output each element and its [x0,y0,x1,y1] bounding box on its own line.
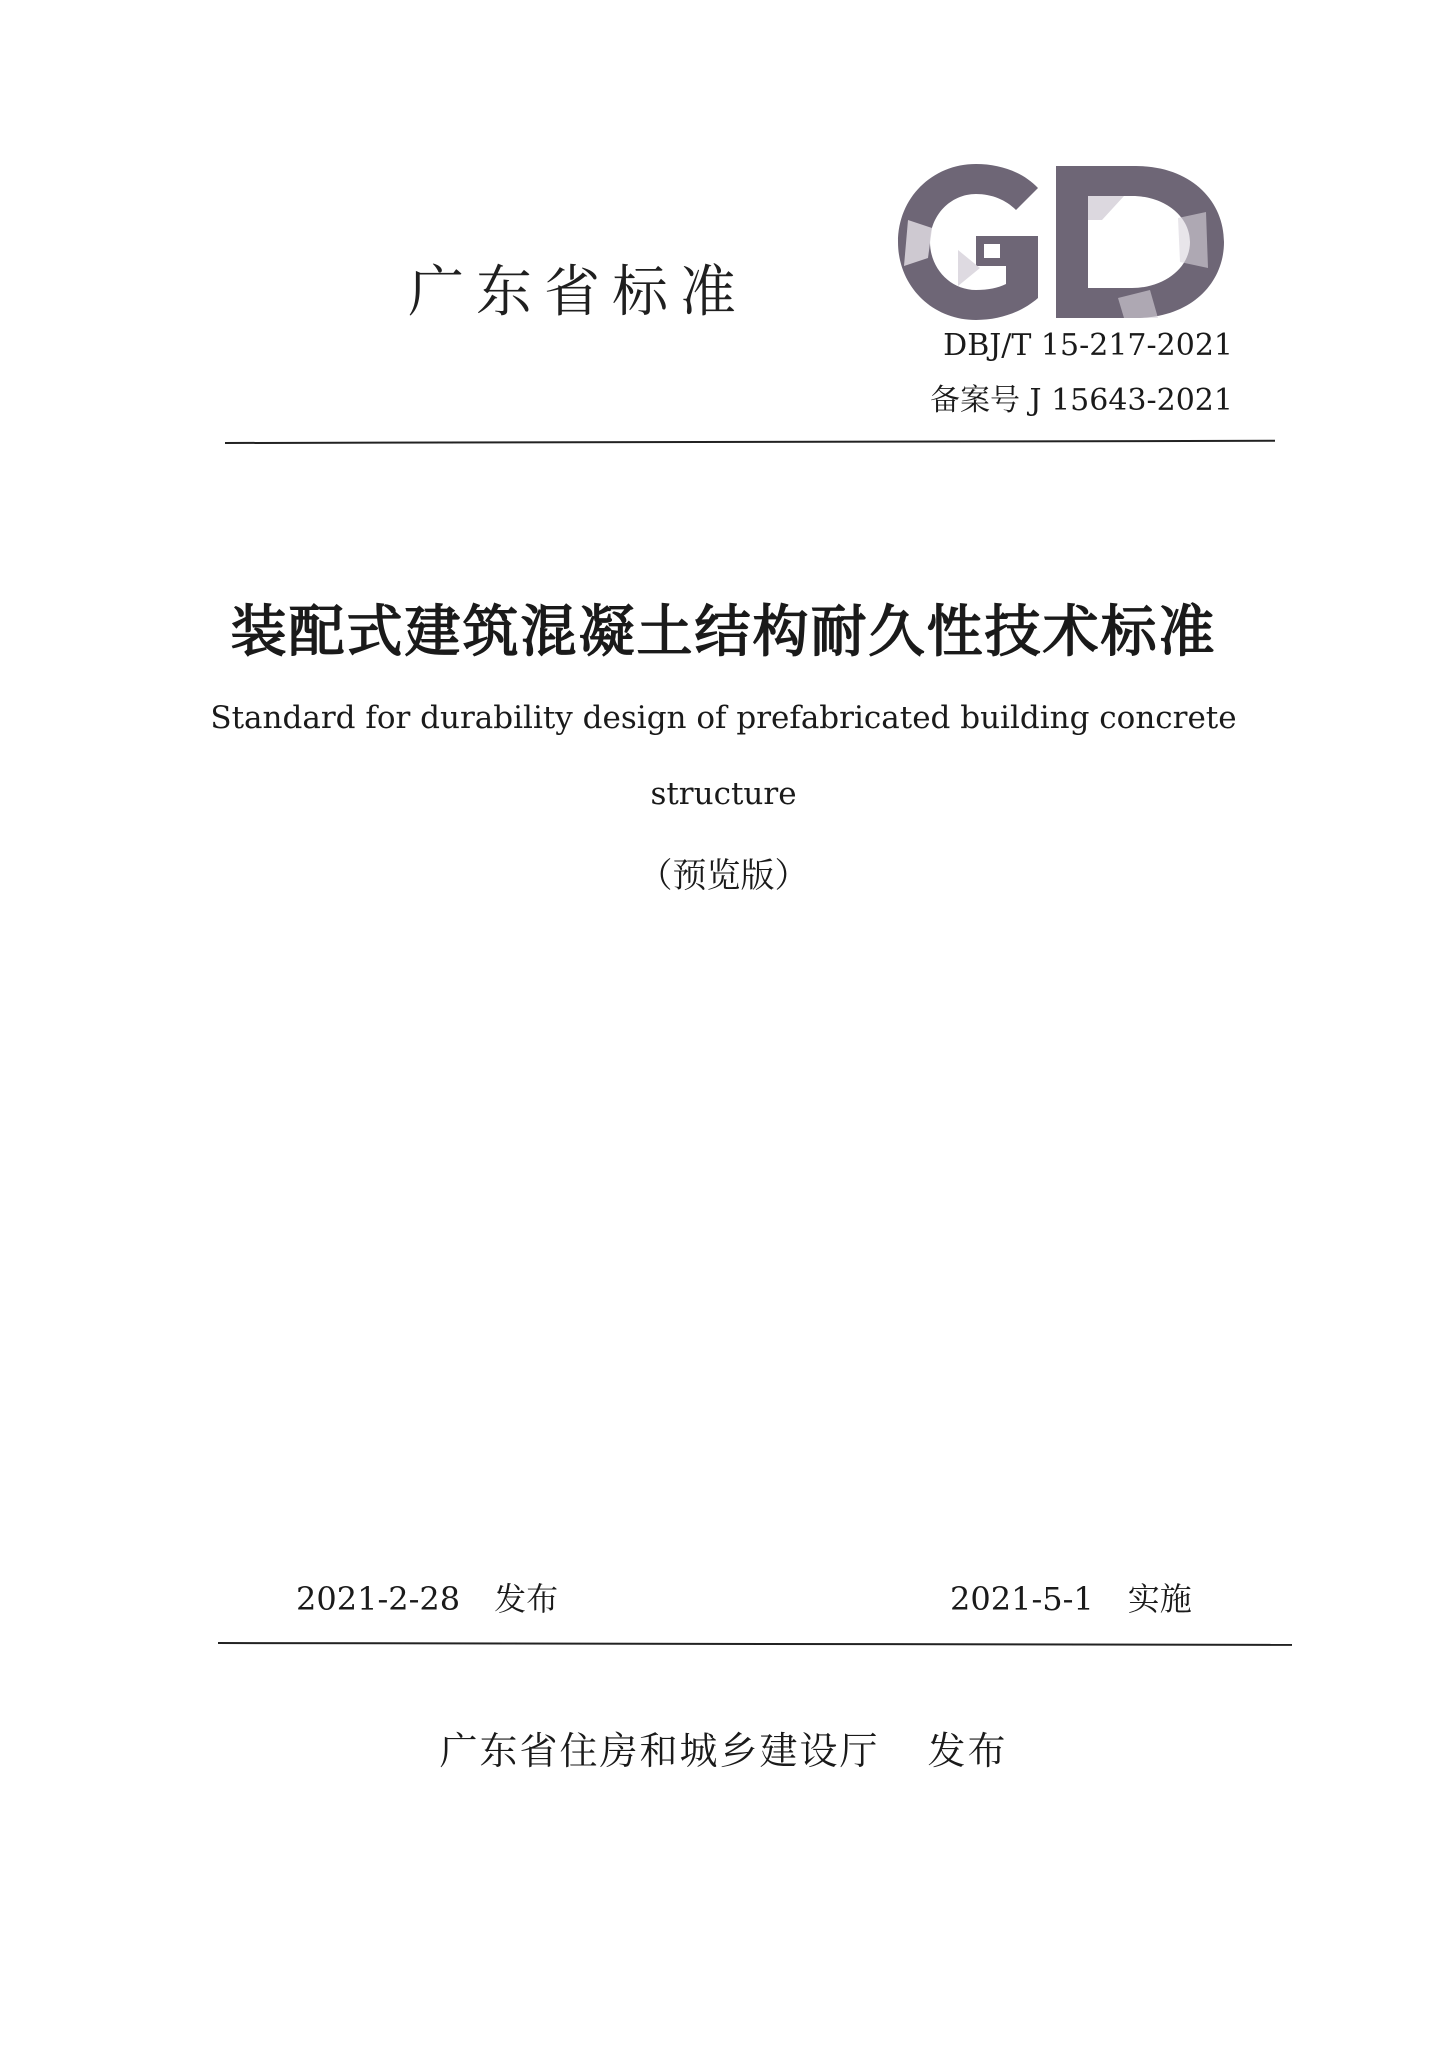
publish-date: 2021-2-28 [296,1580,461,1618]
title-english-line1: Standard for durability design of prefabricated building concrete [210,700,1237,736]
logo-letter-g [898,164,1038,320]
implement-label: 实施 [1127,1580,1192,1618]
implement-date: 2021-5-1 [950,1580,1094,1618]
record-number: 备案号 J 15643-2021 [929,383,1233,418]
edition-label: （预览版） [638,856,809,896]
title-english-line2: structure [650,776,797,812]
publisher-line [0,1720,1447,1775]
title-chinese: 装配式建筑混凝土结构耐久性技术标准 [230,599,1217,665]
publish-date-line [296,1574,558,1620]
standard-code: DBJ/T 15-217-2021 [943,328,1233,363]
bottom-divider [218,1642,1292,1646]
top-divider [225,440,1275,444]
implement-date-line [950,1574,1192,1620]
publisher-action: 发布 [927,1729,1008,1773]
publisher-name: 广东省住房和城乡建设厅 [439,1729,880,1773]
publish-label: 发布 [494,1580,559,1618]
logo-letter-d [1056,166,1224,318]
header-title: 广东省标准 [408,260,748,325]
gd-logo [888,158,1232,326]
